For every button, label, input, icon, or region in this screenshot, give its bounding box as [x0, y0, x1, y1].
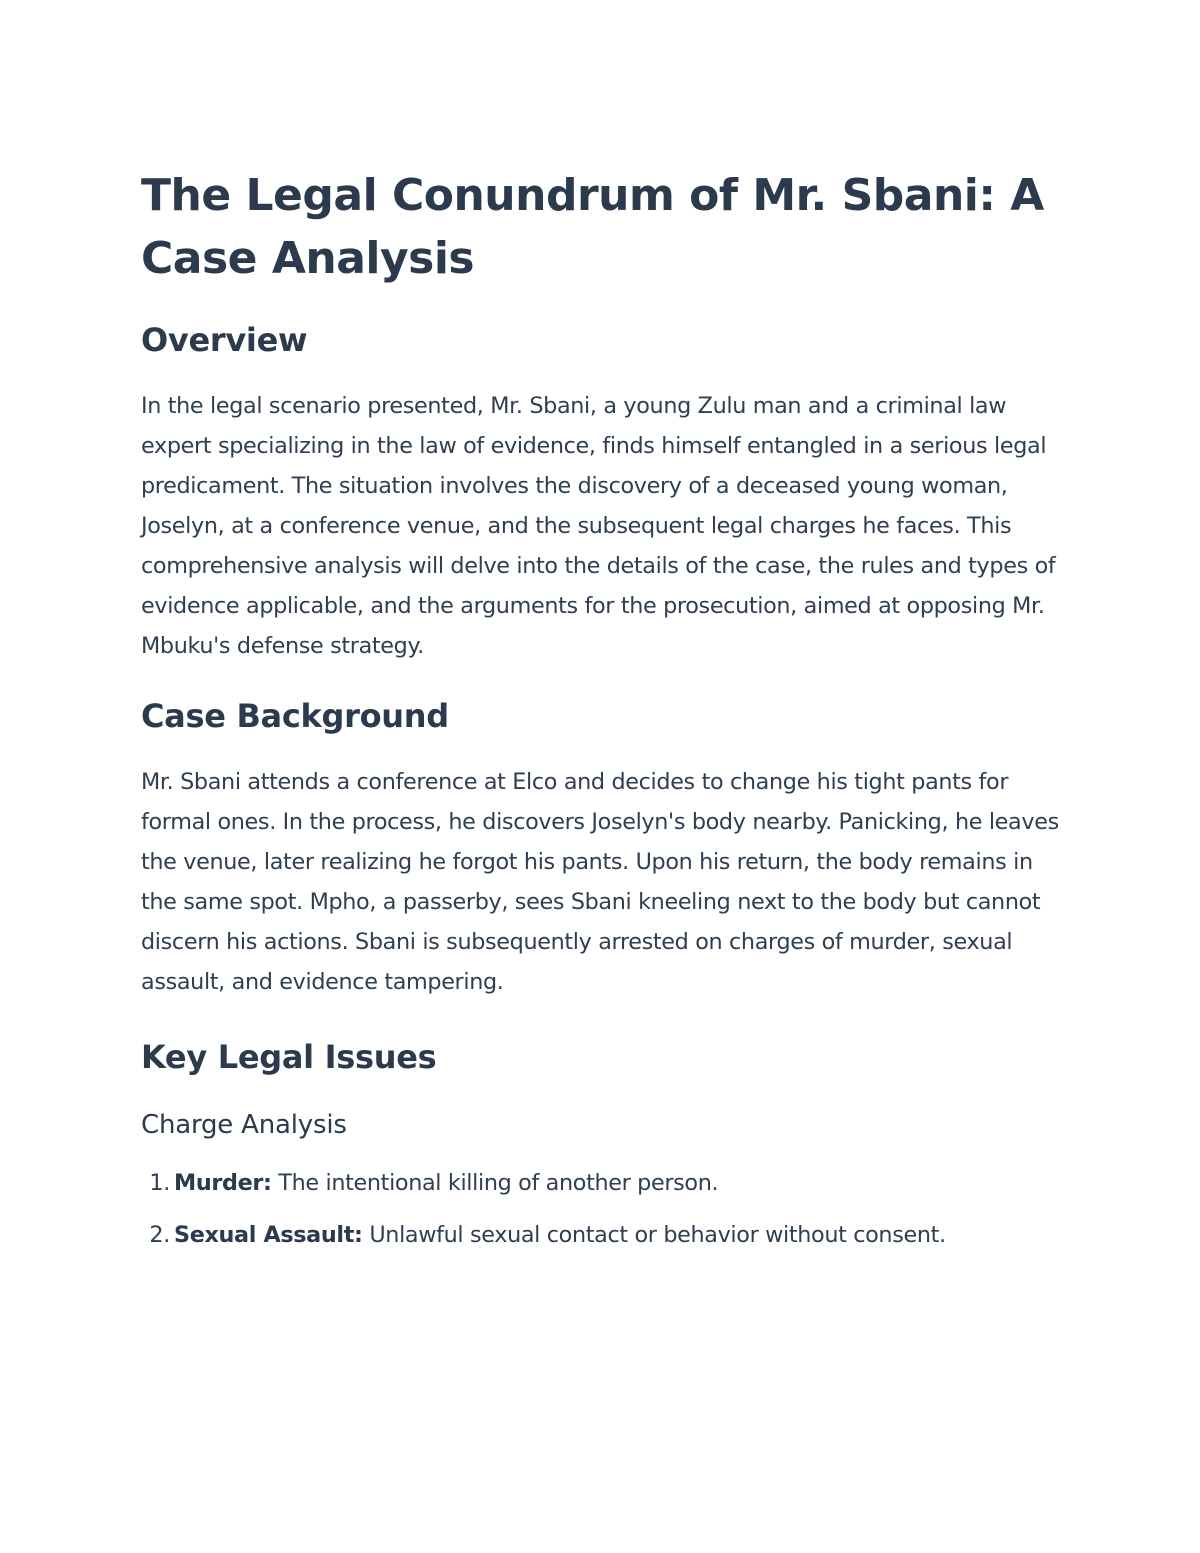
charges-list	[141, 1163, 1061, 1255]
list-item-number: 2.	[149, 1222, 170, 1248]
case-background-heading: Case Background	[141, 697, 449, 735]
overview-heading: Overview	[141, 321, 308, 359]
list-item-term: Sexual Assault:	[174, 1222, 363, 1248]
list-item-description: Unlawful sexual contact or behavior without consent.	[369, 1222, 946, 1248]
list-item	[141, 1215, 1061, 1255]
key-legal-issues-heading: Key Legal Issues	[141, 1038, 437, 1076]
list-item	[141, 1163, 1061, 1203]
document-title: The Legal Conundrum of Mr. Sbani: A Case Analysis	[141, 170, 1044, 284]
list-item-description: The intentional killing of another person.	[278, 1170, 719, 1196]
case-background-paragraph: Mr. Sbani attends a conference at Elco and decides to change his tight pants for formal ones. In the process, he discovers Joselyn's body nearby. Panicking, he leaves the venue, later realizing he forgot his pants. Upon his return, the body remains in the same spot. Mpho, a passerby, sees Sbani kneeling next to the body but cannot discern his actions. Sbani is subsequently arrested on charges of murder, sexual assault, and evidence tampering.	[141, 769, 1059, 995]
charge-analysis-subheading: Charge Analysis	[141, 1110, 347, 1140]
list-item-number: 1.	[149, 1170, 170, 1196]
document-page	[141, 164, 1061, 1267]
overview-paragraph: In the legal scenario presented, Mr. Sbani, a young Zulu man and a criminal law expert specializing in the law of evidence, finds himself entangled in a serious legal predicament. The situation involves the discovery of a deceased young woman, Joselyn, at a conference venue, and the subsequent legal charges he faces. This comprehensive analysis will delve into the details of the case, the rules and types of evidence applicable, and the arguments for the prosecution, aimed at opposing Mr. Mbuku's defense strategy.	[141, 393, 1056, 659]
list-item-term: Murder:	[174, 1170, 272, 1196]
